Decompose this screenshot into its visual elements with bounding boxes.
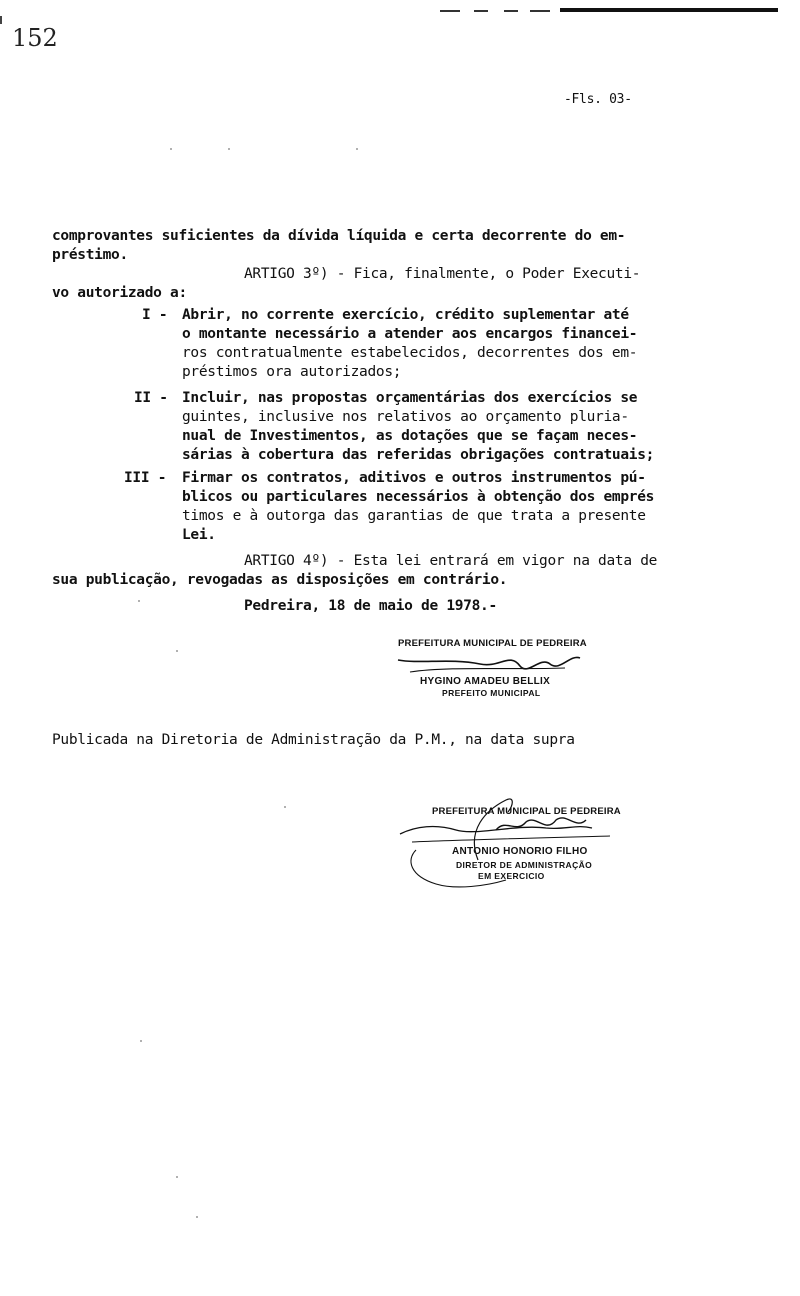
body-line: vo autorizado a: (52, 285, 187, 301)
item-line: o montante necessário a atender aos encargos financei- (182, 326, 638, 342)
scan-speck (284, 806, 286, 808)
top-rule-dash (504, 10, 518, 12)
body-line: sua publicação, revogadas as disposições em contrário. (52, 572, 508, 588)
director-stamp-title-2 (478, 871, 545, 881)
item-line: guintes, inclusive nos relativos ao orçamento pluria- (182, 409, 629, 425)
stamp-header: PREFEITURA MUNICIPAL DE PEDREIRA (432, 806, 621, 817)
page-number: 152 (12, 24, 58, 52)
stamp-name: ANTONIO HONORIO FILHO (452, 846, 588, 857)
scan-speck (176, 650, 178, 652)
item-line: blicos ou particulares necessários à obtenção dos emprés (182, 489, 655, 505)
item-numeral: I - (142, 307, 168, 323)
item-line: timos e à outorga das garantias de que trata a presente (182, 508, 646, 524)
item-line: Incluir, nas propostas orçamentárias dos exercícios se (182, 390, 638, 406)
scan-speck (228, 148, 230, 150)
folio-label: -Fls. 03- (564, 92, 632, 107)
stamp-header: PREFEITURA MUNICIPAL DE PEDREIRA (398, 638, 587, 649)
director-stamp-title (456, 860, 592, 870)
top-rule-dash (530, 10, 550, 12)
director-stamp-name (452, 846, 588, 857)
item-line: préstimos ora autorizados; (182, 364, 402, 380)
scan-speck (176, 1176, 178, 1178)
body-line: comprovantes suficientes da dívida líquida e certa decorrente do em- (52, 228, 626, 244)
item-numeral: II - (134, 390, 168, 406)
stamp-title: PREFEITO MUNICIPAL (442, 688, 541, 698)
item-numeral: III - (124, 470, 167, 486)
scan-speck (170, 148, 172, 150)
edge-mark (0, 16, 2, 24)
item-line: nual de Investimentos, as dotações que se façam neces- (182, 428, 638, 444)
place-date: Pedreira, 18 de maio de 1978.- (244, 598, 497, 614)
item-line: Firmar os contratos, aditivos e outros instrumentos pú- (182, 470, 646, 486)
scan-speck (138, 600, 140, 602)
top-rule-dash (474, 10, 488, 12)
item-line: Lei. (182, 527, 216, 543)
scan-speck (356, 148, 358, 150)
item-line: sárias à cobertura das referidas obrigações contratuais; (182, 447, 655, 463)
top-rule-dash (440, 10, 460, 12)
top-rule (560, 8, 778, 12)
stamp-name: HYGINO AMADEU BELLIX (420, 676, 551, 687)
mayor-stamp-title (442, 688, 541, 698)
scan-speck (196, 1216, 198, 1218)
stamp-title: DIRETOR DE ADMINISTRAÇÃO (456, 860, 593, 870)
body-line: préstimo. (52, 247, 128, 263)
artigo-3-heading: ARTIGO 3º) - Fica, finalmente, o Poder Executi- (244, 266, 641, 282)
scan-speck (140, 1040, 142, 1042)
item-line: Abrir, no corrente exercício, crédito suplementar até (182, 307, 629, 323)
publication-note: Publicada na Diretoria de Administração da P.M., na data supra (52, 732, 575, 748)
item-line: ros contratualmente estabelecidos, decorrentes dos em- (182, 345, 638, 361)
stamp-title: EM EXERCICIO (478, 871, 545, 881)
mayor-stamp-name (420, 676, 550, 687)
artigo-4-heading: ARTIGO 4º) - Esta lei entrará em vigor na data de (244, 553, 658, 569)
